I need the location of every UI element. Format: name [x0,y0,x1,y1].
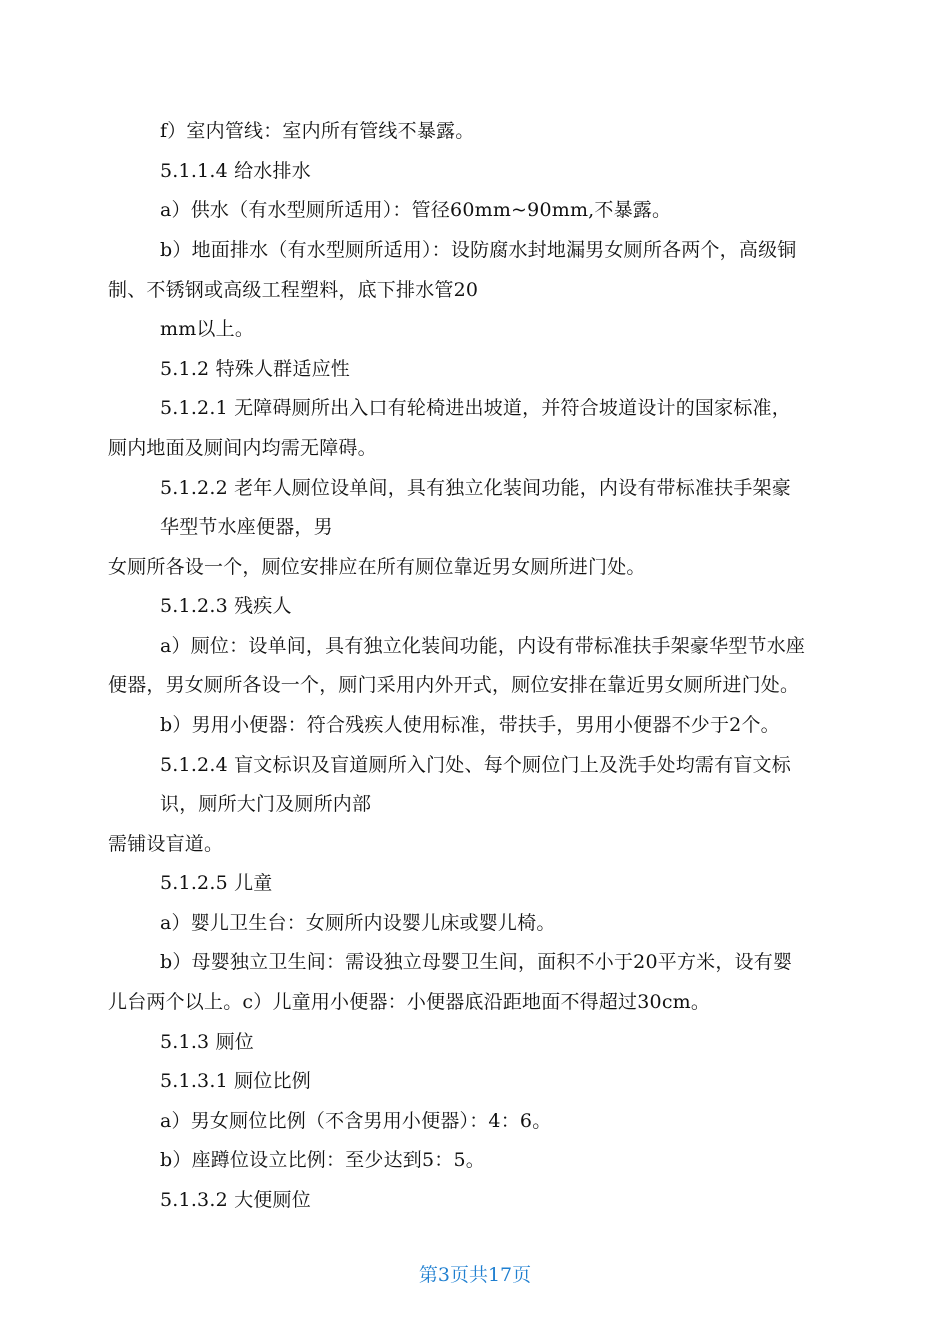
section-heading: 5.1.3 厕位 [160,1031,254,1053]
paragraph-line: 女厕所各设一个，厕位安排应在所有厕位靠近男女厕所进门处。 [108,556,646,578]
paragraph-line: 5.1.2.2 老年人厕位设单间，具有独立化装间功能，内设有带标准扶手架豪 [160,477,791,499]
paragraph-line: b）地面排水（有水型厕所适用）：设防腐水封地漏男女厕所各两个，高级铜 [160,239,797,261]
section-heading: 5.1.3.2 大便厕位 [160,1189,311,1211]
page-number-footer: 第3页共17页 [418,1264,532,1286]
paragraph-line: 5.1.2.1 无障碍厕所出入口有轮椅进出坡道，并符合坡道设计的国家标准， [160,397,791,419]
paragraph-line: 儿台两个以上。c）儿童用小便器：小便器底沿距地面不得超过30cm。 [108,991,711,1013]
paragraph-line: f）室内管线：室内所有管线不暴露。 [160,120,475,142]
paragraph-line: 需铺设盲道。 [108,833,224,855]
paragraph-line: 5.1.2.4 盲文标识及盲道厕所入门处、每个厕位门上及洗手处均需有盲文标 [160,754,791,776]
paragraph-line: 识，厕所大门及厕所内部 [160,793,372,815]
section-heading: 5.1.2.3 残疾人 [160,595,292,617]
section-heading: 5.1.3.1 厕位比例 [160,1070,311,1092]
paragraph-line: a）男女厕位比例（不含男用小便器）：4：6。 [160,1110,552,1132]
paragraph-line: a）婴儿卫生台：女厕所内设婴儿床或婴儿椅。 [160,912,556,934]
paragraph-line: 厕内地面及厕间内均需无障碍。 [108,437,377,459]
paragraph-line: a）厕位：设单间，具有独立化装间功能，内设有带标准扶手架豪华型节水座 [160,635,806,657]
paragraph-line: b）男用小便器：符合残疾人使用标准，带扶手，男用小便器不少于2个。 [160,714,780,736]
section-heading: 5.1.1.4 给水排水 [160,160,311,182]
paragraph-line: 华型节水座便器，男 [160,516,333,538]
paragraph-line: b）母婴独立卫生间：需设独立母婴卫生间，面积不小于20平方米，设有婴 [160,951,793,973]
section-heading: 5.1.2 特殊人群适应性 [160,358,350,380]
paragraph-line: b）座蹲位设立比例：至少达到5：5。 [160,1149,485,1171]
paragraph-line: mm以上。 [160,318,255,340]
paragraph-line: a）供水（有水型厕所适用）：管径60mm~90mm,不暴露。 [160,199,672,221]
section-heading: 5.1.2.5 儿童 [160,872,273,894]
paragraph-line: 便器，男女厕所各设一个，厕门采用内外开式，厕位安排在靠近男女厕所进门处。 [108,674,800,696]
paragraph-line: 制、不锈钢或高级工程塑料，底下排水管20 [108,279,479,301]
